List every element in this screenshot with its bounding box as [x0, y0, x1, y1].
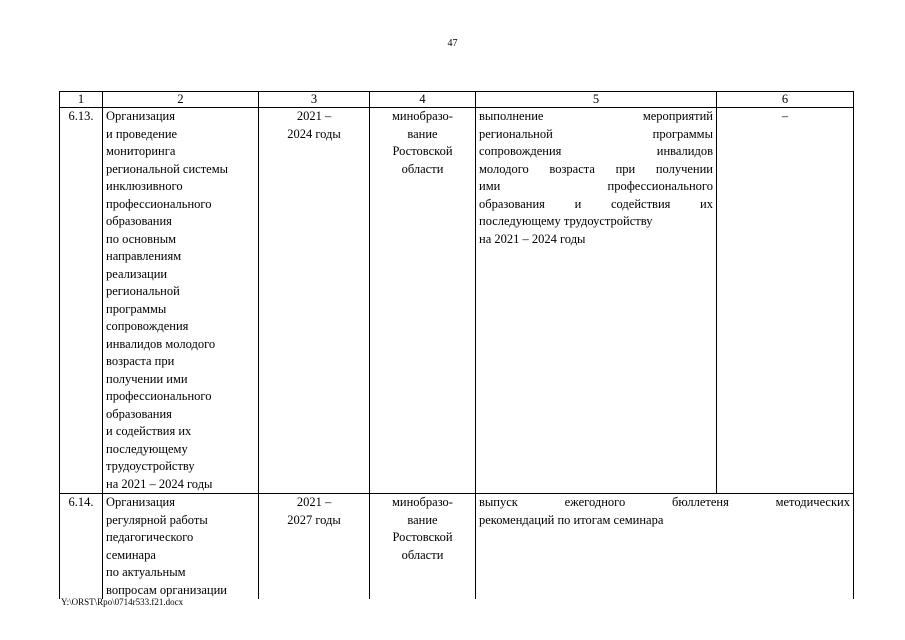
result-line: последующему трудоустройству	[479, 214, 653, 228]
activity-name-line: образования	[106, 214, 172, 228]
activity-name-line: профессионального	[106, 196, 212, 211]
activity-name-line: сопровождения	[106, 319, 189, 333]
activity-name-line: направлениям	[106, 249, 182, 263]
executor-line: области	[401, 547, 444, 562]
activity-name-line: вопросам организации	[106, 582, 227, 597]
header-col-2: 2	[103, 92, 259, 108]
executor-cell	[370, 108, 476, 494]
row-number: 6.14.	[60, 494, 103, 600]
activity-name-line: образования	[106, 406, 172, 421]
executor-line: области	[401, 161, 444, 176]
plan-table	[59, 91, 854, 599]
executor-line: минобразо-	[392, 495, 453, 509]
activity-name-line: последующему	[106, 441, 188, 456]
header-col-4: 4	[370, 92, 476, 108]
table-row	[60, 494, 854, 600]
header-col-5: 5	[476, 92, 717, 108]
executor-line: минобразо-	[392, 109, 453, 123]
activity-name-line: реализации	[106, 266, 168, 281]
result-line: ими профессионального	[479, 179, 713, 193]
period-cell	[259, 108, 370, 494]
table-row	[60, 108, 854, 494]
activity-name-line: на 2021 – 2024 годы	[106, 476, 213, 491]
activity-name-line: мониторинга	[106, 144, 176, 158]
header-col-3: 3	[259, 92, 370, 108]
result-line: образования и содействия их	[479, 196, 713, 211]
activity-name-line: региональной системы	[106, 161, 229, 176]
activity-name-line: по основным	[106, 231, 177, 246]
result-line: на 2021 – 2024 годы	[479, 231, 586, 246]
executor-line: вание	[407, 512, 438, 527]
activity-name-line: трудоустройству	[106, 459, 195, 473]
header-col-6: 6	[717, 92, 854, 108]
activity-name-line: и проведение	[106, 126, 178, 141]
activity-name-line: по актуальным	[106, 565, 186, 579]
footer-file-path: Y:\ORST\Rpo\0714r533.f21.docx	[61, 597, 184, 607]
activity-name-line: инклюзивного	[106, 179, 183, 193]
result-line: региональной программы	[479, 126, 713, 141]
activity-name-line: Организация	[106, 495, 175, 509]
col6-cell: –	[717, 108, 854, 494]
activity-name-line: профессионального	[106, 389, 212, 403]
result-cell	[476, 108, 717, 494]
activity-name-line: программы	[106, 301, 167, 316]
period-cell	[259, 494, 370, 600]
executor-cell	[370, 494, 476, 600]
activity-name-line: и содействия их	[106, 424, 192, 438]
executor-line: Ростовской	[392, 144, 453, 158]
row-number: 6.13.	[60, 108, 103, 494]
result-cell	[476, 494, 854, 600]
activity-name-line: Организация	[106, 109, 175, 123]
activity-name-line: региональной	[106, 284, 180, 298]
executor-line: вание	[407, 126, 438, 141]
result-line: молодого возраста при получении	[479, 161, 713, 176]
result-line: рекомендаций по итогам семинара	[479, 512, 664, 527]
activity-name-line: семинара	[106, 547, 156, 562]
activity-name	[103, 494, 259, 600]
activity-name-line: получении ими	[106, 371, 188, 386]
period-line: 2027 годы	[287, 512, 341, 527]
result-line: выполнение мероприятий	[479, 109, 713, 123]
table-header-row	[60, 92, 854, 108]
period-line: 2021 –	[296, 495, 332, 509]
activity-name	[103, 108, 259, 494]
header-col-1: 1	[60, 92, 103, 108]
page-number: 47	[447, 38, 458, 49]
activity-name-line: инвалидов молодого	[106, 336, 216, 351]
period-line: 2024 годы	[287, 126, 341, 141]
period-line: 2021 –	[296, 109, 332, 123]
activity-name-line: педагогического	[106, 530, 194, 544]
executor-line: Ростовской	[392, 530, 453, 544]
activity-name-line: регулярной работы	[106, 512, 208, 527]
activity-name-line: возраста при	[106, 354, 175, 368]
result-line: выпуск ежегодного бюллетеня методических	[479, 495, 850, 509]
result-line: сопровождения инвалидов	[479, 144, 713, 158]
